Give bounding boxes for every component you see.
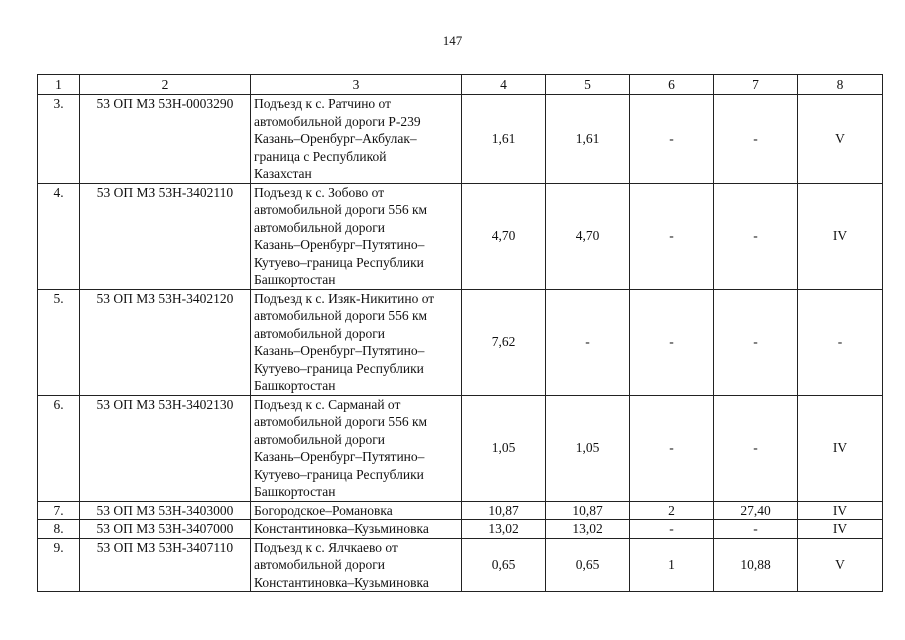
road-name-cell (251, 183, 462, 289)
value-cell-col-7: 10,88 (714, 538, 798, 592)
table-body (38, 95, 883, 592)
road-name-line: автомобильной дороги 556 км (254, 414, 428, 429)
value-cell-col-6: - (630, 95, 714, 184)
table-row (38, 538, 883, 592)
value-cell-col-7: - (714, 395, 798, 501)
value-cell-col-4: 0,65 (462, 538, 546, 592)
header-row (38, 75, 883, 95)
road-name-line: Подъезд к с. Сарманай от (254, 396, 401, 412)
value-cell-col-5: 13,02 (546, 520, 630, 539)
road-table (37, 74, 883, 592)
row-number-cell: 3. (38, 95, 80, 184)
row-number-cell: 8. (38, 520, 80, 539)
header-cell-8: 8 (798, 75, 883, 95)
road-code-cell: 53 ОП МЗ 53Н-3407000 (80, 520, 251, 539)
road-name-line: граница с Республикой (254, 148, 387, 164)
road-code-cell: 53 ОП МЗ 53Н-0003290 (80, 95, 251, 184)
value-cell-col-4: 10,87 (462, 501, 546, 520)
value-cell-col-5: 1,61 (546, 95, 630, 184)
value-cell-col-4: 1,61 (462, 95, 546, 184)
road-name-line: Подъезд к с. Ратчино от (254, 96, 392, 111)
value-cell-col-7: - (714, 289, 798, 395)
header-cell-5: 5 (546, 75, 630, 95)
road-name-line: Подъезд к с. Зобово от (254, 184, 385, 200)
header-cell-4: 4 (462, 75, 546, 95)
table-row (38, 289, 883, 395)
road-code-cell: 53 ОП МЗ 53Н-3407110 (80, 538, 251, 592)
value-cell-col-6: 1 (630, 538, 714, 592)
road-name-line: автомобильной дороги Р-239 (254, 113, 421, 129)
value-cell-col-8: V (798, 95, 883, 184)
road-code-cell: 53 ОП МЗ 53Н-3402120 (80, 289, 251, 395)
road-code-cell: 53 ОП МЗ 53Н-3402130 (80, 395, 251, 501)
road-name-line: автомобильной дороги (254, 431, 385, 447)
value-cell-col-6: - (630, 183, 714, 289)
road-name-cell (251, 520, 462, 539)
row-number-cell: 4. (38, 183, 80, 289)
road-code-cell: 53 ОП МЗ 53Н-3403000 (80, 501, 251, 520)
value-cell-col-5: 10,87 (546, 501, 630, 520)
road-name-cell (251, 289, 462, 395)
road-name-line: Кутуево–граница Республики (254, 254, 424, 270)
header-cell-2: 2 (80, 75, 251, 95)
value-cell-col-5: 0,65 (546, 538, 630, 592)
table-row (38, 501, 883, 520)
road-code-cell: 53 ОП МЗ 53Н-3402110 (80, 183, 251, 289)
value-cell-col-4: 7,62 (462, 289, 546, 395)
value-cell-col-5: 1,05 (546, 395, 630, 501)
road-name-line: Башкортостан (254, 378, 336, 393)
table-row (38, 520, 883, 539)
page-number: 147 (442, 33, 463, 48)
road-name-cell (251, 95, 462, 184)
value-cell-col-4: 13,02 (462, 520, 546, 539)
road-name-line: автомобильной дороги (254, 325, 385, 341)
value-cell-col-7: - (714, 520, 798, 539)
road-name-line: Казань–Оренбург–Путятино– (254, 449, 425, 464)
value-cell-col-8: IV (798, 501, 883, 520)
road-name-cell (251, 538, 462, 592)
road-name-line: Казань–Оренбург–Акбулак– (254, 131, 417, 146)
road-name-line: Казань–Оренбург–Путятино– (254, 237, 425, 252)
road-name-line: Башкортостан (254, 484, 336, 499)
road-name-line: автомобильной дороги (254, 557, 385, 572)
value-cell-col-6: 2 (630, 501, 714, 520)
value-cell-col-5: - (546, 289, 630, 395)
road-name-line: Башкортостан (254, 272, 336, 287)
road-name-line: Константиновка–Кузьминовка (254, 521, 429, 536)
road-name-line: Подъезд к с. Ялчкаево от (254, 539, 398, 555)
row-number-cell: 9. (38, 538, 80, 592)
value-cell-col-8: V (798, 538, 883, 592)
road-name-line: Константиновка–Кузьминовка (254, 574, 429, 590)
value-cell-col-6: - (630, 289, 714, 395)
header-cell-1: 1 (38, 75, 80, 95)
header-cell-7: 7 (714, 75, 798, 95)
value-cell-col-7: 27,40 (714, 501, 798, 520)
value-cell-col-6: - (630, 395, 714, 501)
road-name-line: Подъезд к с. Изяк-Никитино от (254, 290, 435, 306)
value-cell-col-7: - (714, 183, 798, 289)
road-name-line: Кутуево–граница Республики (254, 466, 424, 482)
value-cell-col-8: IV (798, 520, 883, 539)
road-name-line: автомобильной дороги (254, 219, 385, 235)
value-cell-col-4: 4,70 (462, 183, 546, 289)
row-number-cell: 7. (38, 501, 80, 520)
value-cell-col-6: - (630, 520, 714, 539)
value-cell-col-5: 4,70 (546, 183, 630, 289)
value-cell-col-8: - (798, 289, 883, 395)
table-row (38, 183, 883, 289)
road-name-cell (251, 395, 462, 501)
road-name-line: автомобильной дороги 556 км (254, 308, 428, 323)
row-number-cell: 6. (38, 395, 80, 501)
table-row (38, 395, 883, 501)
row-number-cell: 5. (38, 289, 80, 395)
road-name-line: Казахстан (254, 166, 312, 181)
header-cell-6: 6 (630, 75, 714, 95)
value-cell-col-8: IV (798, 183, 883, 289)
value-cell-col-7: - (714, 95, 798, 184)
road-name-line: Богородское–Романовка (254, 502, 393, 518)
road-name-line: Кутуево–граница Республики (254, 360, 424, 376)
road-name-line: Казань–Оренбург–Путятино– (254, 343, 425, 358)
header-cell-3: 3 (251, 75, 462, 95)
road-name-cell (251, 501, 462, 520)
table-row (38, 95, 883, 184)
value-cell-col-4: 1,05 (462, 395, 546, 501)
road-name-line: автомобильной дороги 556 км (254, 202, 428, 217)
value-cell-col-8: IV (798, 395, 883, 501)
